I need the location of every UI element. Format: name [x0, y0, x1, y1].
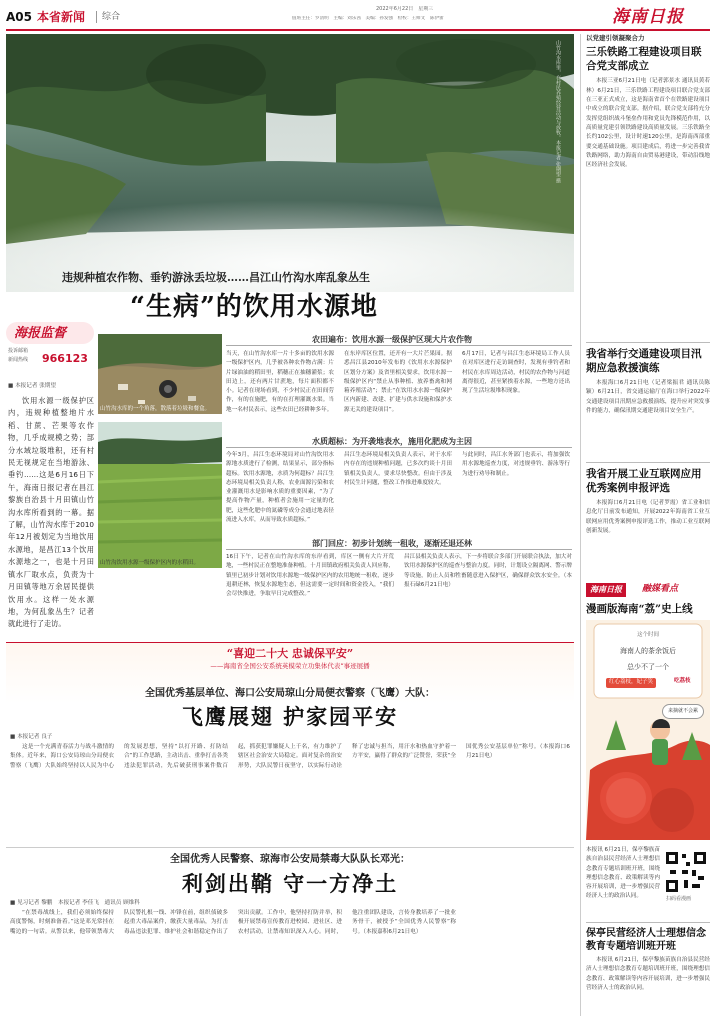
qr-note: 扫码看漫画 — [666, 896, 692, 902]
right-news-4 — [586, 922, 710, 953]
news-2-text: 本报海口6月21日电（记者梁振君 通讯员陈颖）6月21日，省交通运输厅在海口举行2022年交通建设项目汛期应急救援演练，提升应对突发事件的能力，确保汛期交通建设项目安全生产。 — [586, 380, 710, 414]
right-news-1 — [586, 34, 710, 295]
special-name: 融媒看点 — [642, 584, 679, 594]
section-2-title: 水质超标：为开袭地表水，施用化肥成为主因 — [312, 436, 472, 446]
article-2-text: “在禁毒战线上，我们必须始终保持高度警惕，时刻准备着。”这是邓光常挂在嘴边的一句话。从警以来，他带领禁毒大队民警扎根一线、冲锋在前，组织侦破多起重大毒品案件，缴获大量毒品，为打击毒品违法犯罪、维护社会和谐稳定作出了突出贡献。工作中，他坚持打防并举，积极开展禁毒宣传教育进校园、进社区、进农村活动，让禁毒知识深入人心。同时，他注重团队建设，言传身教培养了一批业务骨干，被授予“全国优秀人民警察”称号。（本报嘉积6月21日电） — [10, 910, 456, 935]
masthead-rule — [6, 29, 710, 31]
complaint-label: 投诉邮箱 — [8, 348, 29, 354]
story-col-4: 今年3月，昌江生态环境局对山竹沟饮用水源地水质进行了检测，结果显示，部分指标超标。饮用水源地，水质为何超标？昌江生态环境局相关负责人称，农业面源污染和农业灌溉用水是影响水质的重要因素，“为了提高作物产量，种植者会施用一定量的化肥，这些化肥中的氮磷等成分会通过地表径流进入水库，从而导致水质超标。” — [226, 452, 334, 524]
story-col-7: 16日下午，记者在山竹沟水库的东岸看到，库区一侧有大片开荒地，一些村民正在整地准备种植。十月田镇政府相关负责人回应称，镇里已初步计划对饮用水源地一级保护区内的农用地统一租收，逐步退耕还林，恢复水源地生态，但这需要一定时间和资金投入，“我们会尽快推进，争取早日完成整改。” — [226, 554, 394, 598]
section-heading-2 — [226, 436, 572, 448]
photo-credit: 山竹沟水库里，在村民养殖经营活动与放牧。本报记者 张期望 摄 — [555, 40, 561, 184]
right-news-3 — [586, 462, 710, 579]
feature-theme: “喜迎二十大 忠诚保平安” — [226, 647, 354, 660]
feature-block — [6, 642, 574, 1016]
section-1-title: 农田遍布：饮用水源一级保护区现大片农作物 — [312, 334, 472, 344]
brand-logo: 海南日报 — [612, 7, 684, 27]
article-1-text: 这是一个充满青春活力与战斗激情的集体。近年来，海口公安局琼山分局便衣警察（飞鹰）大队始终坚持以人民为中心的发展思想，坚持“以打开路、打防结合”的工作思路，主动出击、重拳打击各类违法犯罪活动，先后破获刑事案件数百起，抓获犯罪嫌疑人上千名，有力维护了辖区社会治安大局稳定。面对复杂的治安形势，大队民警日夜坚守，以实际行动诠释了忠诚与担当，用汗水和热血守护着一方平安，赢得了群众的广泛赞誉，荣获“全国优秀公安基层单位”称号。（本报海口6月21日电） — [10, 744, 570, 769]
date-line: 2022年6月22日 星期三 — [376, 6, 434, 12]
news-4-title: 保亭民营经济人士理想信念教育专题培训班开班 — [586, 928, 706, 952]
qr-block — [586, 846, 710, 916]
story-col-8: 昌江县相关负责人表示，下一步将联合多部门开展联合执法，加大对饮用水源保护区的巡查与整治力度。同时，计划设立隔离网、警示牌等设施，防止人员和牲畜随意进入保护区，确保群众饮水安全。（本报石碌6月21日电） — [404, 554, 572, 588]
news-2-title: 我省举行交通建设项目汛期应急救援演练 — [586, 348, 702, 374]
qr-text: 本报讯 6月21日，保亭黎族苗族自治县民营经济人士理想信念教育专题培训班开班，围绕理想信念教育、政策解读等内容开展培训，进一步增强民营经济人士的政治认同。 — [586, 847, 660, 900]
news-3-text: 本报海口6月21日电（记者罗霞）省工业和信息化厅日前发布通知，开展2022年海南省工业互联网应用优秀案例申报评选工作，推动工业互联网创新发展。 — [586, 500, 710, 534]
comic-title: 漫画版海南“荔”史上线 — [586, 603, 693, 615]
section-heading-1 — [226, 334, 572, 346]
article-1-kicker: 全国优秀基层单位、海口公安局琼山分局便衣警察（飞鹰）大队： — [145, 688, 435, 699]
hero-kicker-text: 违规种植农作物、垂钓游泳丢垃圾……昌江山竹沟水库乱象丛生 — [62, 271, 370, 284]
subsection: 综合 — [102, 12, 121, 22]
qr-code-icon[interactable] — [664, 850, 708, 894]
news-1-title: 三乐铁路工程建设项目联合党支部成立 — [586, 46, 702, 73]
photo-garbage — [98, 334, 222, 414]
article-1-title: 飞鹰展翅 护家园平安 — [181, 704, 399, 729]
hero-photo — [6, 34, 574, 292]
news-1-kicker: 以党建引领凝聚合力 — [586, 34, 645, 42]
section-heading-3 — [226, 538, 572, 550]
comic-line-3: 总少不了一个 — [627, 663, 669, 671]
hotline-number: 966123 — [42, 352, 88, 365]
news-3-title: 我省开展工业互联网应用优秀案例申报评选 — [586, 468, 702, 494]
section-name: 本省新闻 — [37, 10, 86, 24]
story-col-6: 与此同时，昌江水务部门也表示，将加强饮用水源地巡查力度，对违规垂钓、游泳等行为进行劝导和制止。 — [462, 452, 570, 477]
photo-ricefield-caption: 山竹沟饮用水源一级保护区内的水稻田。 — [100, 560, 200, 566]
comic-speech-bubble: 来摘就不会累 — [662, 704, 704, 719]
article-1-byline: ■ 本报记者 良子 — [10, 734, 53, 740]
story-col-1: 当天，在山竹沟水库一片十多亩的饮用水源一级保护区内，几乎被各种农作物占满：片片绿油油的稻田里，稻穗正在抽穗灌浆；农田边上，还有两片甘蔗地，每片面积都不小。记者在现场看到，不少村民正在田间劳作，有的在施肥，有的在打理灌溉水渠。当地一名村民表示，这些农田已经耕种多年。 — [226, 351, 334, 413]
comic-fruit-tag: 红心荔枝，妃子笑 — [606, 678, 656, 688]
section-3-title: 部门回应：初步计划统一租收，逐渐还退还林 — [312, 538, 472, 548]
right-news-2 — [586, 342, 710, 457]
divider — [96, 11, 97, 23]
special-banner — [586, 582, 710, 598]
masthead — [6, 3, 710, 31]
hotline-label: 新闻热线 — [8, 357, 29, 363]
feature-series: ——海南省全国公安系统英模荣立功集体代表”事迹展播 — [210, 662, 370, 670]
editor-credits: 值班主任：罗清明 主编：刘乐茜 美编：孙发强 检校：王师文 陈伊蕾 — [292, 16, 444, 21]
page-number: A05 — [6, 10, 32, 24]
article-2-title: 利剑出鞘 守一方净土 — [181, 871, 399, 896]
comic-eat-tag: 吃荔枝 — [674, 678, 691, 684]
comic-panel[interactable] — [586, 620, 710, 840]
special-brand: 海南日报 — [586, 583, 626, 597]
comic-line-2: 海南人的茶余饭后 — [620, 647, 676, 655]
news-4-text: 本报讯 6月21日，保亭黎族苗族自治县民营经济人士理想信念教育专题培训班开班，围绕理想信念教育、政策解读等内容开展培训，进一步增强民营经济人士的政治认同。 — [586, 957, 710, 991]
news-1-text: 本报三亚6月21日电（记者郭景水 通讯员黄若林）6月21日，三乐铁路工程建设项目联合党支部在三亚正式成立，这是海南省首个在铁路建设项目中成立的联合党支部。据介绍，联合党支部将充分发挥党组织战斗堡垒作用和党员先锋模范作用，以高质量党建引领铁路建设高质量发展。三乐铁路全长约102公里，设计时速120公里，是海南西部重要交通基础设施。项目建成后，将进一步完善我省铁路网络，助力海南自由贸易港建设，带动沿线地区经济社会发展。 — [586, 78, 710, 169]
reservoir-photo — [6, 34, 574, 292]
comic-line-1: 这个时间 — [636, 632, 659, 638]
photo-ricefield — [98, 422, 222, 568]
article-divider — [6, 847, 574, 848]
story-col-5: 昌江生态环境局相关负责人表示，对于水库内存在的违规种植问题，已多次约谈十月田镇相关负责人，要求尽快整改。但由于涉及村民生计问题，整改工作推进难度较大。 — [344, 452, 452, 486]
supervision-badge — [6, 322, 94, 374]
article-2-kicker: 全国优秀人民警察、琼海市公安局禁毒大队队长邓光： — [170, 854, 410, 865]
hero-headline: “生病”的饮用水源地 — [130, 292, 378, 322]
photo-garbage-caption: 山竹沟水库的一个角落，散落着垃圾和餐盒。 — [100, 406, 211, 412]
column-divider — [580, 34, 581, 1016]
lead-text: 饮用水源一级保护区内，违规种植整地片水稻、甘蔗、芒果等农作物，几乎成规模之势；部分水域垃圾堆积，还有村民无视规定在当地游泳、垂钓……这是6月16日下午，海南日报记者在昌江黎族自治县十月田镇山竹沟水库所看到的一幕。据了解，山竹沟水库于2010年12月被划定为当地饮用水源地，是昌江13个饮用水源地之一，也是十月田镇水厂取水点，负责为十月田镇等地万余居民提供饮用水。这样一处水源地，为何乱象丛生？记者就此进行了走访。 — [8, 396, 94, 629]
story-col-2: 在东岸库区位置，还开有一大片芒果园。据悉昌江县2010年发布的《饮用水水源保护区划分方案》及省里相关要求，饮用水源一级保护区内“禁止从事种植、放养畜禽和网箱养殖活动”；禁止“在饮用水水源一级保护区内新建、改建、扩建与供水设施和保护水源无关的建设项目”。 — [344, 351, 452, 413]
lead-byline: ■ 本报记者 张期望 — [8, 383, 56, 389]
supervision-brand: 海报监督 — [14, 326, 67, 341]
article-2-byline: ■ 见习记者 黎鹏 本报记者 李佳飞 通讯员 顾维科 — [10, 900, 140, 906]
story-col-3: 6月17日，记者与昌江生态环境局工作人员在对库区进行走访调查时，发现有垂钓者和村民在水库周边活动，村民的农作物与河道离得很近，甚至紧挨着水源，一些地方还出现了生活垃圾堆积现象。 — [462, 351, 570, 395]
